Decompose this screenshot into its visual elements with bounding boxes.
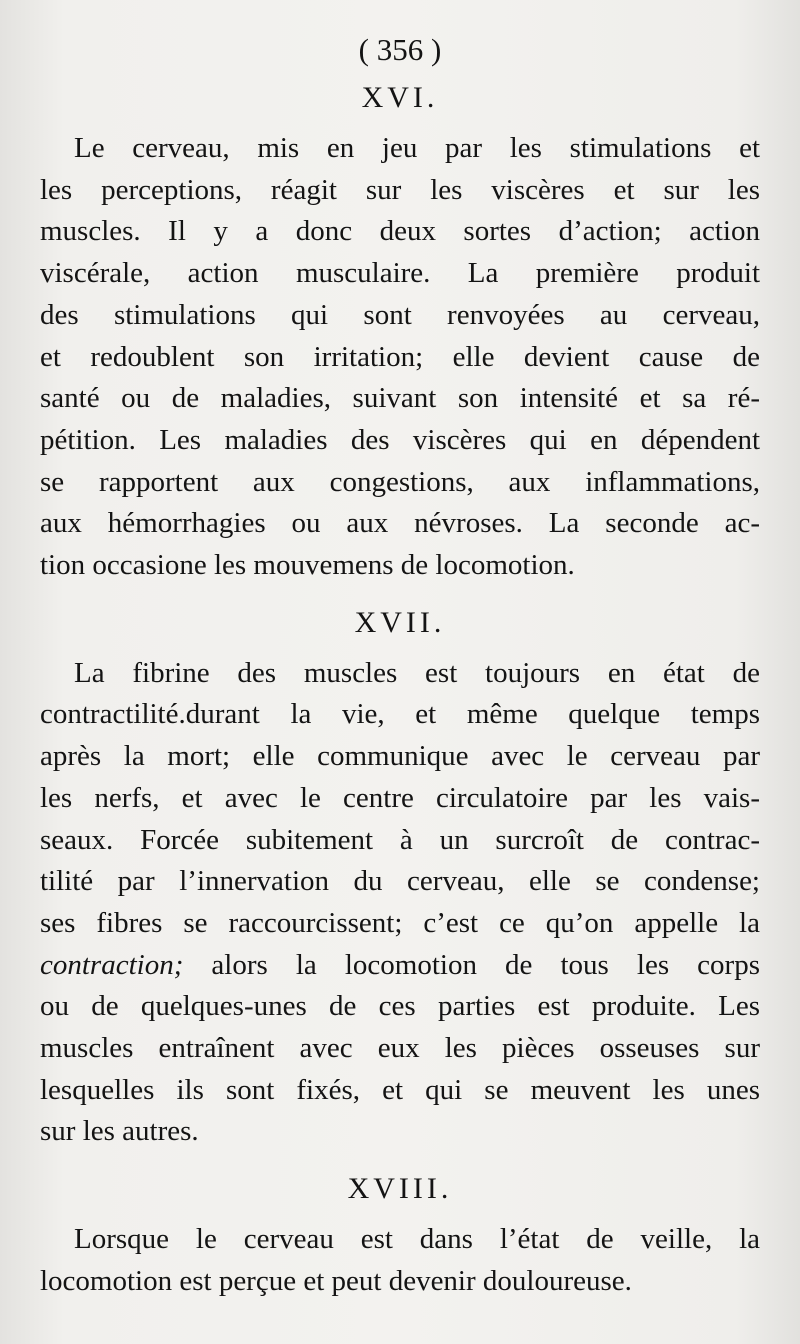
text-line: tion occasione les mouvemens de locomotion. [40, 549, 575, 582]
text-line: Lorsque le cerveau est dans l’état de veille, la [74, 1223, 760, 1256]
text-line: des stimulations qui sont renvoyées au cerveau, [40, 298, 760, 331]
section-heading-xviii: XVIII. [347, 1172, 453, 1206]
text-line: pétition. Les maladies des viscères qui en dépendent [40, 423, 760, 456]
section-heading-xvi: XVI. [361, 81, 439, 114]
text-line: contractilité.durant la vie, et même quelque temps [40, 698, 760, 731]
text-line: viscérale, action musculaire. La première produit [40, 257, 760, 290]
text-line: les perceptions, réagit sur les viscères et sur les [40, 173, 760, 206]
text-line: La fibrine des muscles est toujours en état de [74, 656, 760, 689]
text-line: Le cerveau, mis en jeu par les stimulations et [74, 132, 760, 164]
text-line: seaux. Forcée subitement à un surcroît de contrac- [40, 823, 760, 856]
text-line: locomotion est perçue et peut devenir douloureuse. [40, 1264, 632, 1297]
text-line: se rapportent aux congestions, aux inflammations, [40, 465, 760, 498]
text-line: muscles. Il y a donc deux sortes d’action; action [40, 215, 760, 248]
text-line: tilité par l’innervation du cerveau, elle se condense; [40, 865, 760, 898]
text-line: sur les autres. [40, 1115, 199, 1148]
paragraph-xviii [40, 1219, 760, 1302]
page-number: ( 356 ) [358, 32, 442, 67]
text-line: les nerfs, et avec le centre circulatoire par les vais- [40, 781, 760, 814]
text-line: et redoublent son irritation; elle devient cause de [40, 340, 760, 373]
text-block [40, 28, 760, 1319]
text-line: lesquelles ils sont fixés, et qui se meuvent les unes [40, 1073, 760, 1106]
text-line: après la mort; elle communique avec le cerveau par [40, 740, 760, 773]
section-heading-xvii: XVII. [354, 605, 446, 639]
italic-term: contraction; [40, 948, 184, 981]
text-line: ou de quelques-unes de ces parties est produite. Les [40, 990, 760, 1023]
text-line: contraction; alors la locomotion de tous les corps [40, 948, 760, 981]
paragraph-xvi [40, 128, 760, 587]
text-line: aux hémorrhagies ou aux névroses. La seconde ac- [40, 507, 760, 540]
text-line: muscles entraînent avec eux les pièces osseuses sur [40, 1032, 760, 1065]
text-line: santé ou de maladies, suivant son intensité et sa ré- [40, 382, 760, 415]
paragraph-xvii [40, 653, 760, 1153]
text-line: ses fibres se raccourcissent; c’est ce qu’on appelle la [40, 906, 760, 939]
